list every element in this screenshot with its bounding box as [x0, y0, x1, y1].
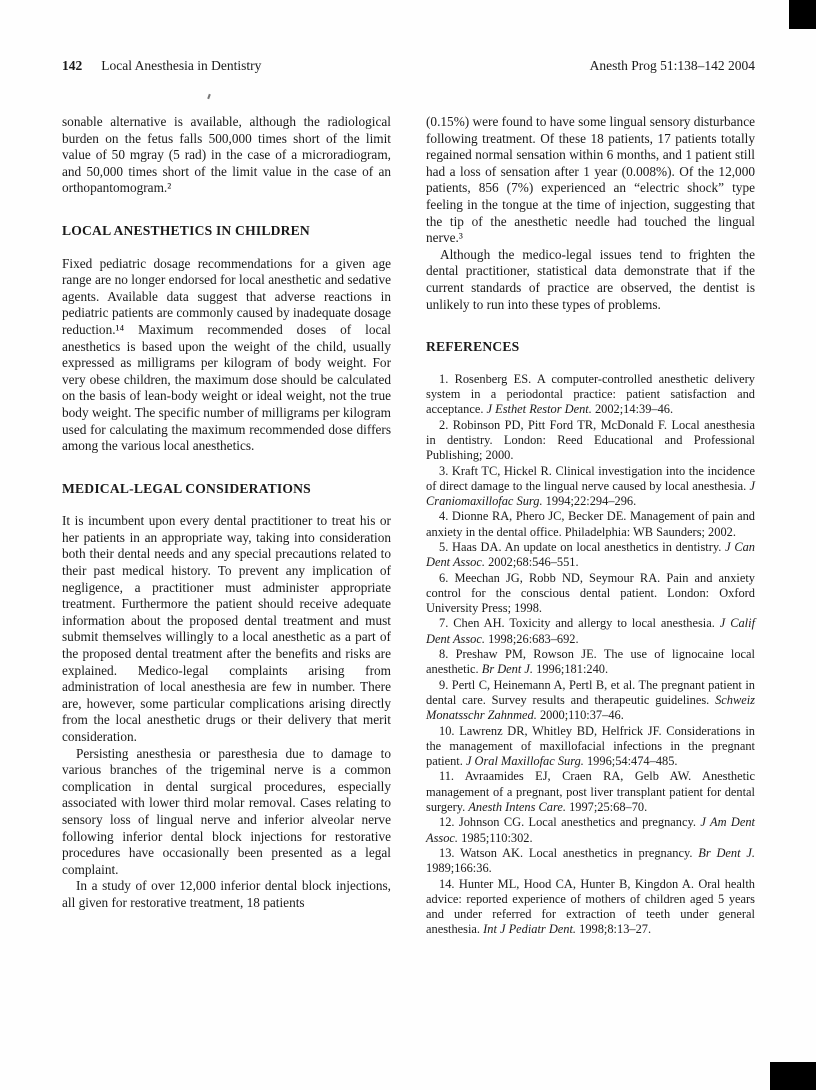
reference-item	[426, 724, 755, 770]
reference-number: 2.	[439, 417, 449, 432]
scan-artifact-top-right	[789, 0, 816, 29]
reference-text: Watson AK. Local anesthetics in pregnancy.	[460, 845, 693, 860]
reference-tail: 1998;8:13–27.	[579, 922, 652, 937]
reference-item	[426, 815, 755, 846]
reference-item	[426, 418, 755, 464]
paragraph: Although the medico-legal issues tend to frighten the dental practitioner, statistical data demonstrate that if the current standards of practice are observed, the dentist is unlikely to run into these types of problems.	[426, 246, 755, 312]
reference-number: 11.	[439, 769, 455, 784]
reference-journal: J Oral Maxillofac Surg.	[465, 754, 584, 769]
reference-number: 3.	[439, 463, 449, 478]
reference-item	[426, 769, 755, 815]
reference-tail: 2002;68:546–551.	[488, 555, 579, 570]
reference-text: Pertl C, Heinemann A, Pertl B, et al. The pregnant patient in dental care. Survey results and therapeutic guidelines.	[426, 677, 755, 707]
reference-journal: J Am Dent Assoc.	[426, 815, 755, 845]
journal-citation: Anesth Prog 51:138–142 2004	[589, 58, 755, 73]
reference-tail: 1994;22:294–296.	[545, 494, 637, 509]
reference-item	[426, 509, 755, 540]
reference-number: 12.	[439, 815, 455, 830]
reference-number: 1.	[439, 371, 449, 386]
reference-tail: 1996;54:474–485.	[586, 754, 678, 769]
reference-number: 9.	[439, 677, 449, 692]
reference-journal: Br Dent J.	[481, 662, 534, 677]
reference-number: 10.	[439, 723, 455, 738]
paragraph: (0.15%) were found to have some lingual sensory disturbance following treatment. Of these 18 patients, 17 patients totally regained normal sensation within 6 months, and 1 patient still had a loss of sensation after 1 year (0.008%). Of the 12,000 patients, 856 (7%) experienced an “electric shock” type feeling in the tongue at the time of injection, suggesting that the tip of the anesthetic needle had touched the lingual nerve.³	[426, 114, 756, 246]
two-column-body	[62, 114, 755, 938]
reference-text: Avraamides EJ, Craen RA, Gelb AW. Anesthetic management of a pregnant, post liver transplant patient for dental surgery.	[426, 769, 755, 815]
reference-text: Preshaw PM, Rowson JE. The use of lignocaine local anesthetic.	[426, 647, 755, 677]
running-title: Local Anesthesia in Dentistry	[101, 58, 262, 73]
reference-item	[426, 372, 755, 418]
reference-tail: 1996;181:240.	[536, 662, 609, 677]
reference-journal: J Esthet Restor Dent.	[486, 402, 592, 417]
page-header	[62, 58, 755, 74]
left-column	[62, 114, 391, 938]
reference-tail: 2000;110:37–46.	[539, 708, 624, 723]
reference-journal: J Craniomaxillofac Surg.	[426, 478, 755, 509]
reference-journal: Int J Pediatr Dent.	[483, 922, 577, 937]
journal-page	[62, 58, 755, 938]
paragraph: Fixed pediatric dosage recommendations for a given age range are no longer endorsed for local anesthetic and sedative agents. Available data suggest that adverse reactions in pediatric patients are commonly caused by inadequate dosage reduction.¹⁴ Maximum recommended doses of local anesthetics is based upon the weight of the child, usually expressed as milligrams per kilogram of body weight. For very obese children, the maximum dose should be calculated on the basis of lean-body weight or ideal weight, not the true body weight. The specific number of milligrams per kilogram used for calculating the maximum recommended dose differs among the various local anesthetics.	[62, 255, 391, 454]
reference-item	[426, 647, 755, 678]
reference-journal: J Can Dent Assoc.	[426, 539, 755, 570]
reference-item	[426, 846, 755, 877]
section-heading-medical-legal-considerations: MEDICAL-LEGAL CONSIDERATIONS	[62, 480, 311, 496]
reference-number: 5.	[439, 539, 449, 554]
reference-tail: 1997;25:68–70.	[569, 800, 648, 815]
paragraph: sonable alternative is available, although the radiological burden on the fetus falls 500,000 times short of the limit value of 50 mgray (5 rad) in the case of a microradiogram, and 50,000 times short of the limit value in the case of an orthopantomogram.²	[62, 114, 391, 196]
paragraph: In a study of over 12,000 inferior dental block injections, all given for restorative treatment, 18 patients	[62, 878, 391, 910]
reference-number: 14.	[439, 876, 455, 891]
reference-item	[426, 464, 755, 510]
paragraph: It is incumbent upon every dental practitioner to treat his or her patients in an appropriate way, taking into consideration both their dental needs and any special precautions related to their past medical history. To prevent any implication of negligence, a practitioner must administer appropriate treatment. Furthermore the patient should receive adequate information about the proposed dental treatment and must submit themselves willingly to a local anesthetic as a part of the proposed dental treatment after the benefits and risks are explained. Medico-legal complaints arising from administration of local anesthesia are few in number. There are, however, some particular complications arising directly from the local anesthetic drugs or their delivery that merit consideration.	[62, 513, 391, 744]
reference-tail: 1989;166:36.	[426, 861, 492, 876]
page-number: 142	[62, 58, 83, 73]
section-heading-local-anesthetics-in-children: LOCAL ANESTHETICS IN CHILDREN	[62, 222, 310, 238]
reference-tail: 2002;14:39–46.	[594, 402, 674, 417]
reference-text: Hunter ML, Hood CA, Hunter B, Kingdon A. Oral health advice: reported experience of mothers of children aged 5 years and under referred for extraction of teeth under general anesthesia.	[426, 876, 755, 937]
scan-artifact-bottom-right	[770, 1062, 816, 1090]
reference-text: Haas DA. An update on local anesthetics in dentistry.	[452, 539, 722, 554]
paragraph: Persisting anesthesia or paresthesia due to damage to various branches of the trigeminal nerve is a common complication in dental surgical procedures, especially associated with lower third molar removal. Cases relating to sensory loss of lingual nerve and inferior alveolar nerve following inferior dental block injections for restorative procedures have occasionally been presented as a legal complaint.	[62, 745, 391, 877]
reference-item	[426, 571, 755, 617]
reference-text: Meechan JG, Robb ND, Seymour RA. Pain and anxiety control for the conscious dental patient. London: Oxford University Press; 1998.	[426, 570, 755, 616]
reference-number: 8.	[439, 647, 449, 662]
reference-journal: Anesth Intens Care.	[468, 800, 566, 815]
reference-number: 6.	[439, 570, 449, 585]
reference-journal: J Calif Dent Assoc.	[426, 616, 756, 646]
right-column	[426, 114, 755, 938]
reference-number: 13.	[439, 845, 455, 860]
reference-item	[426, 616, 755, 647]
reference-text: Robinson PD, Pitt Ford TR, McDonald F. Local anesthesia in dentistry. London: Reed Educational and Professional Publishing; 2000.	[426, 417, 756, 463]
reference-list	[426, 372, 755, 938]
reference-number: 4.	[439, 509, 449, 524]
reference-item	[426, 877, 755, 938]
reference-text: Kraft TC, Hickel R. Clinical investigation into the incidence of direct damage to the lingual nerve caused by local anesthesia.	[426, 463, 755, 493]
reference-text: Dionne RA, Phero JC, Becker DE. Management of pain and anxiety in the dental office. Philadelphia: WB Saunders; 2002.	[426, 509, 755, 539]
section-heading-references: REFERENCES	[426, 339, 520, 355]
reference-number: 7.	[439, 616, 449, 631]
reference-tail: 1998;26:683–692.	[488, 631, 579, 646]
reference-item	[426, 678, 755, 724]
reference-tail: 1985;110:302.	[461, 830, 533, 845]
reference-text: Lawrenz DR, Whitley BD, Helfrick JF. Considerations in the management of maxillofacial infections in the pregnant patient.	[426, 723, 755, 769]
reference-text: Johnson CG. Local anesthetics and pregnancy.	[458, 815, 696, 830]
reference-text: Chen AH. Toxicity and allergy to local anesthesia.	[453, 616, 715, 631]
reference-journal: Br Dent J.	[698, 845, 755, 860]
reference-item	[426, 540, 755, 571]
reference-text: Rosenberg ES. A computer-controlled anesthetic delivery system in a periodontal practice: patient satisfaction and acceptance.	[426, 371, 755, 417]
reference-journal: Schweiz Monatsschr Zahnmed.	[426, 692, 755, 723]
